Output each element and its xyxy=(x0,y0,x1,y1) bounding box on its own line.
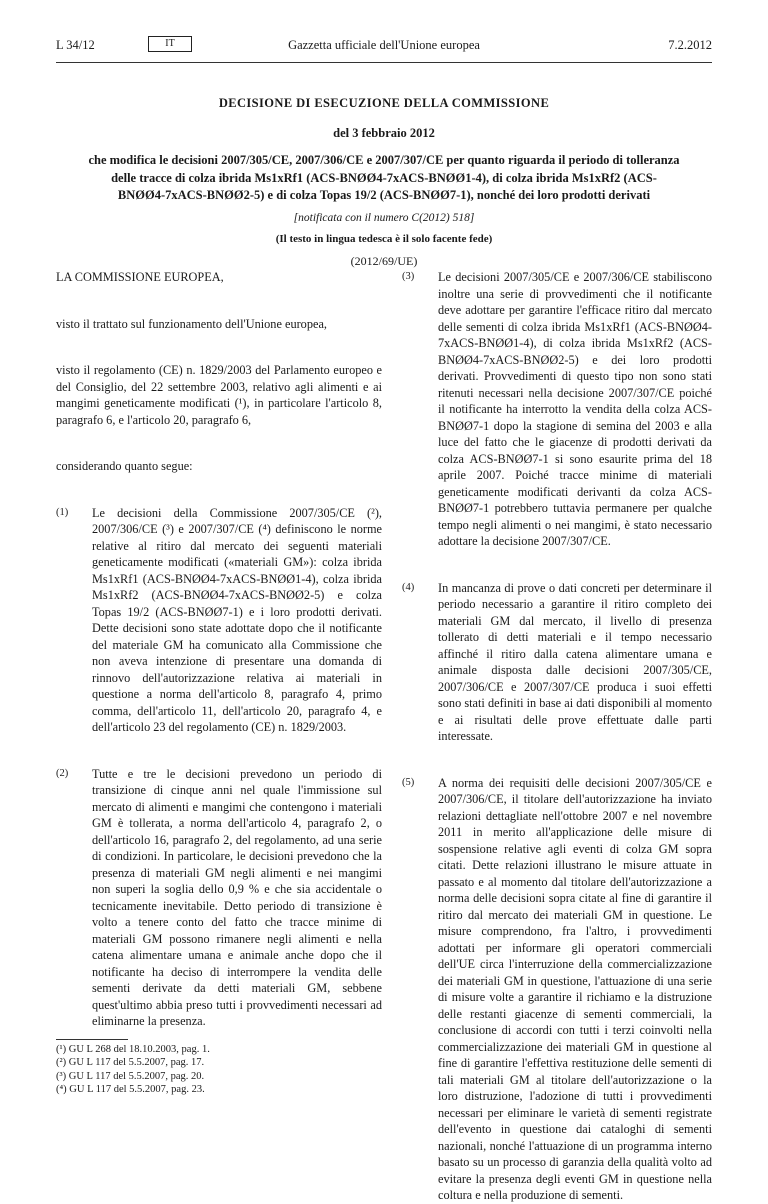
recital-number: (5) xyxy=(402,776,415,788)
title-block xyxy=(80,96,688,269)
footnote-divider xyxy=(56,1039,128,1040)
recital-2 xyxy=(56,766,382,1030)
recital-text: Tutte e tre le decisioni prevedono un periodo di transizione di cinque anni nel quale l'immissione sul mercato di alimenti e mangimi che contengono i materiali GM è tollerata, a norma dell'articolo 4, paragrafo 2, o dell'articolo 16, paragrafo 2, del regolamento, ad una serie di condizioni. In particolare, le decisioni prevedono che la presenza di materiali GM negli alimenti e nei mangimi non superi la soglia dello 0,9 % e che sia accidentale o tecnicamente inevitabile. Detto periodo di transizione è volto a tenere conto del fatto che tracce minime di materiali GM possono rimanere negli alimenti e nella catena alimentare umana e animale anche dopo che il notificante ha deciso di interrompere la vendita delle sementi derivate da detti materiali GM, sebbene quest'ultimo abbia preso tutti i provvedimenti necessari ad eliminarne la presenza. xyxy=(92,766,382,1028)
header-divider xyxy=(56,62,712,63)
footnote: (³) GU L 117 del 5.5.2007, pag. 20. xyxy=(56,1070,205,1082)
preamble-commission: LA COMMISSIONE EUROPEA, xyxy=(56,270,224,284)
right-column xyxy=(402,265,712,1204)
decision-title: DECISIONE DI ESECUZIONE DELLA COMMISSIONE xyxy=(218,96,550,110)
page-header xyxy=(56,36,712,58)
journal-title: Gazzetta ufficiale dell'Unione europea xyxy=(288,38,480,52)
recital-text: Le decisioni 2007/305/CE e 2007/306/CE stabiliscono inoltre una serie di provvedimenti che il notificante deve adottare per garantire l'efficace ritiro dal mercato delle sementi di colza ibrida Ms1xRf1 (ACS-BNØØ4-7xACS-BNØØ1-4), di colza ibrida Ms1xRf2 (ACS-BNØØ4-7xACS-BNØØ2-5) e dei loro prodotti derivati. Provvedimenti di questo tipo non sono stati ritenuti necessari nella decisione 2007/307/CE poiché il notificante ha interrotto la vendita della colza ACS-BNØØ7-1 dopo la stagione di semina del 2003 e alla luce del fatto che le giacenze di prodotti derivati da colza ACS-BNØØ7-1 si sono esaurite prima del 18 aprile 2007. Poiché tracce minime di materiali geneticamente modificati derivanti da colza ACS-BNØØ7-1 potrebbero tuttavia permanere per qualche tempo negli alimenti o nei mangimi, è stato necessario adottare la decisione 2007/307/CE. xyxy=(438,270,712,548)
footnote: (²) GU L 117 del 5.5.2007, pag. 17. xyxy=(56,1057,205,1068)
preamble-treaty: visto il trattato sul funzionamento dell'Unione europea, xyxy=(56,316,327,331)
recital-number: (2) xyxy=(56,767,69,779)
recital-number: (1) xyxy=(56,506,69,518)
decision-subject: che modifica le decisioni 2007/305/CE, 2007/306/CE e 2007/307/CE per quanto riguarda il periodo di tolleranza delle tracce di colza ibrida Ms1xRf1 (ACS-BNØØ4-7xACS-BNØØ1-4), di colza ibrida Ms1xRf2 (ACS-BNØØ4-7xACS-BNØØ2-5) e di colza Topas 19/2 (ACS-BNØØ7-1), nonché dei loro prodotti derivati xyxy=(88,153,680,202)
recital-text: A norma dei requisiti delle decisioni 2007/305/CE e 2007/306/CE, il titolare dell'autorizzazione ha inviato relazioni dettagliate nell'ottobre 2007 e nel novembre 2011 in merito all'applicazione delle misure di sospensione relative agli eventi di colza GM sopra citati. Dette relazioni illustrano le misure attuate in passato e al momento dal titolare dell'autorizzazione a norma delle decisioni sopra citate al fine di garantire il ritiro dal mercato dei materiali GM in questione. Le misure comprendono, fra l'altro, i provvedimenti adottati per informare gli operatori commerciali dell'UE circa l'interruzione della commercializzazione dei materiali GM in questione, l'attuazione di una serie di misure volte a garantire il richiamo e la distruzione delle restanti giacenze di sementi commerciali, la conclusione di accordi con tutti i terzi coinvolti nella commercializzazione dei materiali GM in questione al fine di garantire l'effettiva restituzione delle sementi di tali materiali GM al titolare dell'autorizzazione o la loro distruzione, l'adozione di tutti i provvedimenti necessari per eliminare le varietà di sementi registrate dell'evento in questione dai cataloghi di sementi nazionali, nonché l'attuazione di un programma interno basato su un processo di garanzia della qualità volto ad evitare la presenza degli eventi GM in questione nella coltura e nella produzione di sementi. xyxy=(438,775,712,1202)
recital-5 xyxy=(402,775,712,1204)
decision-number: (2012/69/UE) xyxy=(350,253,418,268)
authentic-language-note: (Il testo in lingua tedesca è il solo facente fede) xyxy=(275,232,493,245)
language-code-box: IT xyxy=(148,36,192,52)
recital-4 xyxy=(402,580,712,745)
notification-line: [notificata con il numero C(2012) 518] xyxy=(293,211,475,224)
recital-number: (3) xyxy=(402,271,415,282)
recital-1 xyxy=(56,505,382,736)
decision-date: del 3 febbraio 2012 xyxy=(333,126,435,140)
recital-3 xyxy=(402,269,712,550)
preamble-whereas: considerando quanto segue: xyxy=(56,459,193,473)
footnote: (¹) GU L 268 del 18.10.2003, pag. 1. xyxy=(56,1043,210,1055)
preamble-regulation: visto il regolamento (CE) n. 1829/2003 del Parlamento europeo e del Consiglio, del 22 settembre 2003, relativo agli alimenti e ai mangimi geneticamente modificati (¹), in particolare l'articolo 8, paragrafo 6, e l'articolo 20, paragrafo 6, xyxy=(56,363,382,427)
recital-text: Le decisioni della Commissione 2007/305/CE (²), 2007/306/CE (³) e 2007/307/CE (⁴) definiscono le norme relative al ritiro dal mercato dei seguenti materiali geneticamente modificati («materiali GM»): colza ibrida Ms1xRf1 (ACS-BNØØ4-7xACS-BNØØ1-4), colza ibrida Ms1xRf2 (ACS-BNØØ4-7xACS-BNØØ2-5) e colza Topas 19/2 (ACS-BNØØ7-1) e i loro prodotti derivati. Dette decisioni sono state adottate dopo che il notificante del materiale GM ha comunicato alla Commissione che non aveva intenzione di presentare una domanda di rinnovo dell'autorizzazione relativa ai materiali in questione a norma dell'articolo 8, paragrafo 4, primo comma, dell'articolo 11, dell'articolo 20, paragrafo 4, e dell'articolo 23 del regolamento (CE) n. 1829/2003. xyxy=(92,505,382,734)
journal-reference: L 34/12 xyxy=(56,38,95,52)
publication-date: 7.2.2012 xyxy=(668,38,712,52)
recital-text: In mancanza di prove o dati concreti per determinare il periodo necessario a garantire il ritiro completo dei materiali GM dal mercato, il livello di presenza tollerato di detti materiali e il tempo necessario affinché il ritiro dalla catena alimentare umana e animale disposta dalle decisioni 2007/305/CE, 2007/306/CE e 2007/307/CE produca i suoi effetti sono stati definiti in base ai dati disponibili al momento e ai risultati delle prove effettuate dalle parti interessate. xyxy=(438,580,712,743)
recital-number: (4) xyxy=(402,581,415,593)
left-column xyxy=(56,265,382,1097)
footnotes xyxy=(56,1043,382,1097)
footnote: (⁴) GU L 117 del 5.5.2007, pag. 23. xyxy=(56,1084,205,1095)
